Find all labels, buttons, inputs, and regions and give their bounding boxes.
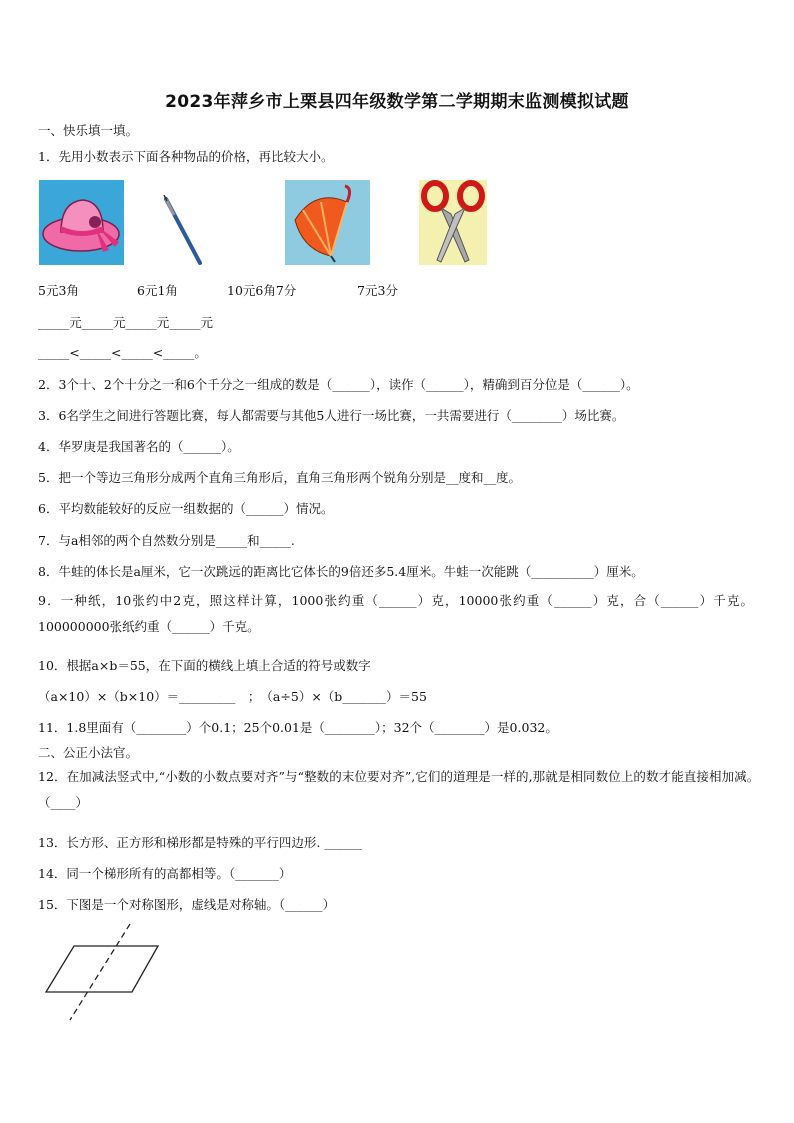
question-14: 14．同一个梯形所有的高都相等。（_______） bbox=[38, 866, 292, 881]
blank-line-yuan: _____元_____元_____元_____元 bbox=[38, 315, 214, 330]
section-heading-fill: 一、快乐填一填。 bbox=[38, 123, 139, 138]
price-hat: 5元3角 bbox=[38, 283, 79, 298]
question-3: 3．6名学生之间进行答题比赛，每人都需要与其他5人进行一场比赛，一共需要进行（________）场比赛。 bbox=[38, 408, 625, 423]
question-2: 2．3个十、2个十分之一和6个千分之一组成的数是（______），读作（______），精确到百分位是（______）。 bbox=[38, 377, 639, 392]
question-7: 7．与a相邻的两个自然数分别是_____和_____. bbox=[38, 533, 295, 548]
question-11: 11．1.8里面有（________）个0.1；25个0.01是（________）；32个（________）是0.032。 bbox=[38, 720, 558, 735]
question-12: 12．在加减法竖式中,“小数的小数点要对齐”与“整数的末位要对齐”,它们的道理是一样的,那就是相同数位上的数才能直接相加减。 （____） bbox=[38, 769, 779, 810]
compare-line: _____<_____<_____<_____。 bbox=[38, 345, 207, 360]
umbrella-image bbox=[285, 180, 370, 265]
question-5: 5．把一个等边三角形分成两个直角三角形后，直角三角形两个锐角分别是__度和__度。 bbox=[38, 470, 521, 485]
page-title: 2023年萍乡市上栗县四年级数学第二学期期末监测模拟试题 bbox=[165, 92, 629, 112]
question-9: 9．一种纸，10张约中2克，照这样计算，1000张约重（______）克，10000张约重（______）克，合（______）千克。100000000张纸约重（______）千克。 bbox=[38, 593, 753, 634]
question-6: 6．平均数能较好的反应一组数据的（______）情况。 bbox=[38, 501, 334, 516]
pen-image bbox=[158, 195, 208, 267]
section-heading-judge: 二、公正小法官。 bbox=[38, 745, 139, 760]
question-10-equations: （a×10）×（b×10）＝_________ ； （a÷5）×（b_______）＝55 bbox=[38, 689, 427, 704]
symmetry-axis-dashed bbox=[70, 924, 130, 1020]
price-scissors: 7元3分 bbox=[357, 283, 398, 298]
question-1: 1．先用小数表示下面各种物品的价格，再比较大小。 bbox=[38, 149, 334, 164]
question-15: 15．下图是一个对称图形，虚线是对称轴。（______） bbox=[38, 897, 336, 912]
question-8: 8．牛蛙的体长是a厘米，它一次跳远的距离比它体长的9倍还多5.4厘米。牛蛙一次能跳（__________）厘米。 bbox=[38, 564, 644, 579]
scissors-image bbox=[419, 180, 487, 265]
hat-image bbox=[39, 180, 124, 265]
price-pen: 6元1角 bbox=[137, 283, 178, 298]
question-13: 13．长方形、正方形和梯形都是特殊的平行四边形. ______ bbox=[38, 835, 362, 850]
price-umbrella: 10元6角7分 bbox=[227, 283, 297, 298]
question-4: 4．华罗庚是我国著名的（______）。 bbox=[38, 439, 240, 454]
parallelogram-figure bbox=[40, 922, 170, 1024]
question-10: 10．根据a×b＝55，在下面的横线上填上合适的符号或数字 bbox=[38, 658, 371, 673]
